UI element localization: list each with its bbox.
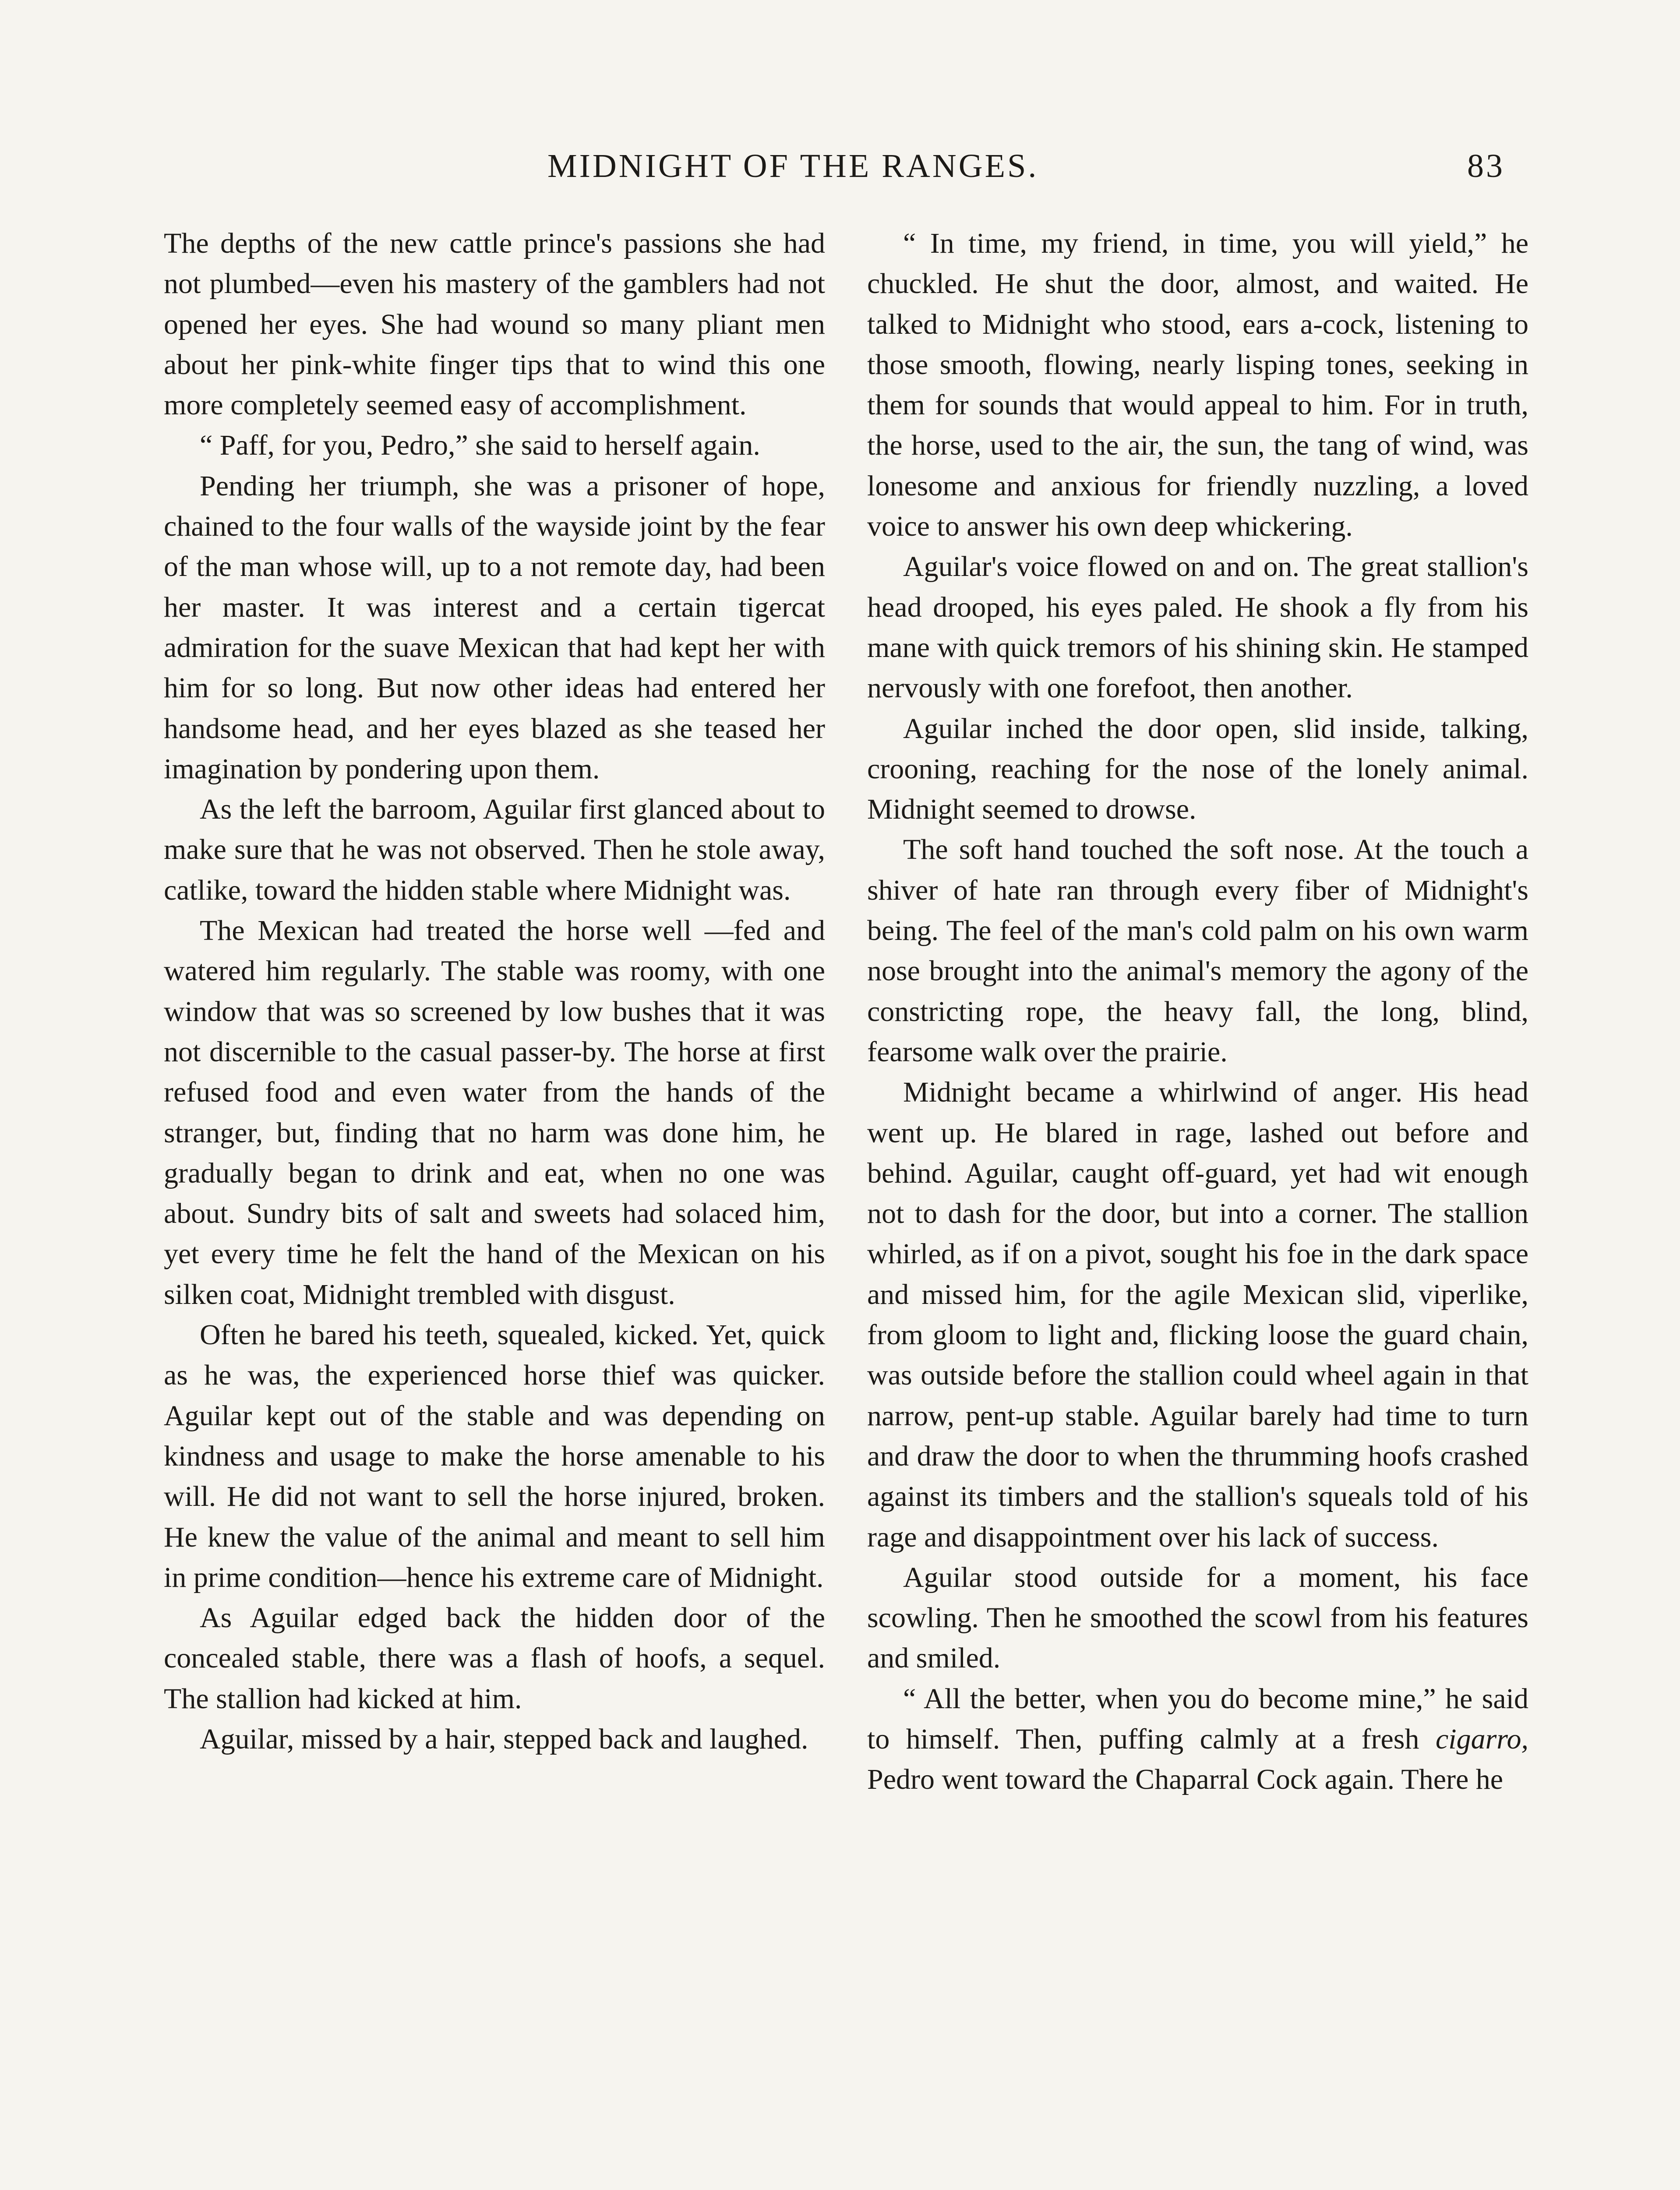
paragraph: The depths of the new cattle prince's passions she had not plumbed—even his mastery of the gamblers had not opened her eyes. She had wound so many pliant men about her pink-white finger tips that to wind this one more completely seemed easy of accomplishment. bbox=[164, 227, 825, 421]
paragraph: “ In time, my friend, in time, you will yield,” he chuckled. He shut the door, almost, and waited. He talked to Midnight who stood, ears a-cock, listening to those smooth, flowing, nearly lisping tones, seeking in them for sounds that would appeal to him. For in truth, the horse, used to the air, the sun, the tang of wind, was lonesome and anxious for friendly nuzzling, a loved voice to answer his own deep whickering. bbox=[867, 227, 1528, 543]
paragraph: Pending her triumph, she was a prisoner of hope, chained to the four walls of the wayside joint by the fear of the man whose will, up to a not remote day, had been her master. It was interest and a certain tigercat admiration for the suave Mexican that had kept her with him for so long. But now other ideas had entered her handsome head, and her eyes blazed as she teased her imagination by pondering upon them. bbox=[164, 470, 825, 785]
left-column bbox=[164, 223, 825, 1759]
right-column bbox=[867, 223, 1528, 1800]
paragraph: Often he bared his teeth, squealed, kicked. Yet, quick as he was, the experienced horse thief was quicker. Aguilar kept out of the stable and was depending on kindness and usage to make the horse amenable to his will. He did not want to sell the horse injured, broken. He knew the value of the animal and meant to sell him in prime condition—hence his extreme care of Midnight. bbox=[164, 1319, 825, 1593]
paragraph: Aguilar's voice flowed on and on. The great stallion's head drooped, his eyes paled. He shook a fly from his mane with quick tremors of his shining skin. He stamped nervously with one forefoot, then another. bbox=[867, 551, 1528, 704]
italic-word: cigarro, bbox=[1435, 1723, 1528, 1755]
paragraph: Aguilar, missed by a hair, stepped back and laughed. bbox=[200, 1723, 808, 1755]
text-run: Pedro went toward the Chaparral Cock again. There he bbox=[867, 1763, 1504, 1796]
paragraph: The soft hand touched the soft nose. At the touch a shiver of hate ran through every fiber of Midnight's being. The feel of the man's cold palm on his own warm nose brought into the animal's memory the agony of the constricting rope, the heavy fall, the long, blind, fearsome walk over the prairie. bbox=[867, 834, 1528, 1068]
paragraph: Midnight became a whirlwind of anger. His head went up. He blared in rage, lashed out before and behind. Aguilar, caught off-guard, yet had wit enough not to dash for the door, but into a corner. The stallion whirled, as if on a pivot, sought his foe in the dark space and missed him, for the agile Mexican slid, viperlike, from gloom to light and, flicking loose the guard chain, was outside before the stallion could wheel again in that narrow, pent-up stable. Aguilar barely had time to turn and draw the door to when the thrumming hoofs crashed against its timbers and the stallion's squeals told of his rage and disappointment over his lack of success. bbox=[867, 1076, 1528, 1553]
paragraph: As the left the barroom, Aguilar first glanced about to make sure that he was not observed. Then he stole away, catlike, toward the hidden stable where Midnight was. bbox=[164, 793, 825, 906]
paragraph: “ Paff, for you, Pedro,” she said to herself again. bbox=[200, 429, 760, 462]
paragraph: The Mexican had treated the horse well —fed and watered him regularly. The stable was roomy, with one window that was so screened by low bushes that it was not discernible to the casual passer-by. The horse at first refused food and even water from the hands of the stranger, but, finding that no harm was done him, he gradually began to drink and eat, when no one was about. Sundry bits of salt and sweets had solaced him, yet every time he felt the hand of the Mexican on his silken coat, Midnight trembled with disgust. bbox=[164, 915, 825, 1310]
running-title: MIDNIGHT OF THE RANGES. bbox=[547, 148, 1039, 184]
paragraph bbox=[867, 1679, 1528, 1800]
paragraph: As Aguilar edged back the hidden door of the concealed stable, there was a flash of hoofs, a sequel. The stallion had kicked at him. bbox=[164, 1602, 825, 1715]
page-header bbox=[547, 147, 1505, 195]
paragraph: Aguilar stood outside for a moment, his face scowling. Then he smoothed the scowl from his features and smiled. bbox=[867, 1561, 1528, 1674]
text-run: “ All the better, when you do become mine,” he said to himself. Then, puffing calmly at a fresh bbox=[867, 1682, 1528, 1755]
paragraph: Aguilar inched the door open, slid inside, talking, crooning, reaching for the nose of the lonely animal. Midnight seemed to drowse. bbox=[867, 712, 1528, 826]
page-number: 83 bbox=[1467, 148, 1505, 184]
